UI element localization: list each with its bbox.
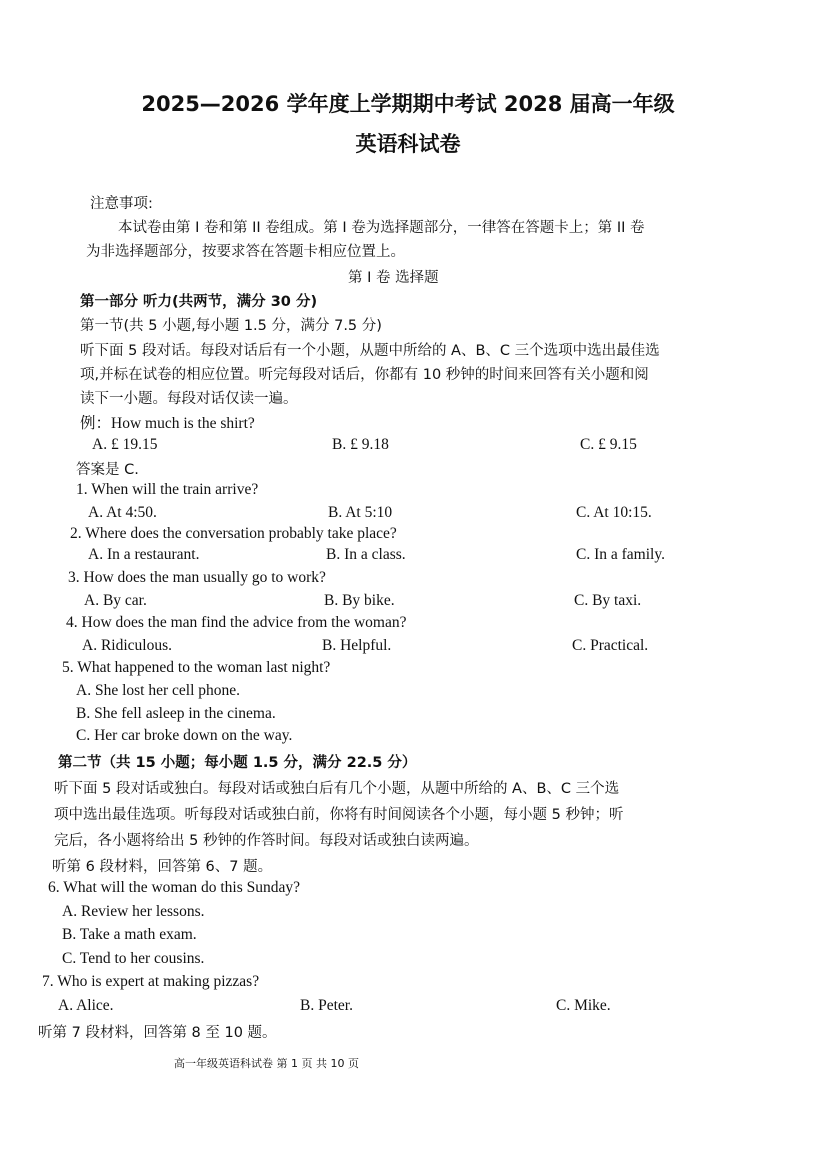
section-2-heading: 第二节（共 15 小题；每小题 1.5 分，满分 22.5 分） [58,755,417,771]
example-question: 例：How much is the shirt? [80,415,255,432]
section-2-instructions-3: 完后，各小题将给出 5 秒钟的作答时间。每段对话或独白读两遍。 [54,833,479,849]
section-2-instructions-1: 听下面 5 段对话或独白。每段对话或独白后有几个小题，从题中所给的 A、B、C 三个选 [54,781,620,797]
question-6: 6. What will the woman do this Sunday? [48,879,300,896]
question-2: 2. Where does the conversation probably take place? [70,525,397,542]
question-2-option-c: C. In a family. [576,546,665,563]
section-1-heading: 第一节(共 5 小题,每小题 1.5 分，满分 7.5 分) [80,318,382,334]
question-1-option-a: A. At 4:50. [88,504,157,521]
volume-1-heading: 第 I 卷 选择题 [348,270,439,286]
example-option-b: B. £ 9.18 [332,436,389,453]
section-1-instructions-3: 读下一小题。每段对话仅读一遍。 [80,391,298,407]
section-1-instructions-2: 项,并标在试卷的相应位置。听完每段对话后，你都有 10 秒钟的时间来回答有关小题和阅 [80,367,649,383]
material-6-label: 听第 6 段材料，回答第 6、7 题。 [52,859,273,875]
question-6-option-a: A. Review her lessons. [62,903,205,920]
question-5-option-c: C. Her car broke down on the way. [76,727,293,744]
section-1-instructions-1: 听下面 5 段对话。每段对话后有一个小题，从题中所给的 A、B、C 三个选项中选出最佳选 [80,343,660,359]
question-4-option-c: C. Practical. [572,637,649,654]
question-6-option-c: C. Tend to her cousins. [62,950,205,967]
example-option-a: A. £ 19.15 [92,436,158,453]
question-1: 1. When will the train arrive? [76,481,259,498]
question-5-option-a: A. She lost her cell phone. [76,682,241,699]
question-5-option-b: B. She fell asleep in the cinema. [76,705,276,722]
question-7-option-a: A. Alice. [58,997,114,1014]
example-answer: 答案是 C. [76,462,139,478]
material-7-label: 听第 7 段材料，回答第 8 至 10 题。 [38,1025,277,1041]
question-7-option-c: C. Mike. [556,997,611,1014]
question-3-option-c: C. By taxi. [574,592,642,609]
question-5: 5. What happened to the woman last night? [62,659,331,676]
question-2-option-a: A. In a restaurant. [88,546,200,563]
question-4-option-b: B. Helpful. [322,637,392,654]
example-option-c: C. £ 9.15 [580,436,637,453]
question-6-option-b: B. Take a math exam. [62,926,197,943]
section-2-instructions-2: 项中选出最佳选项。听每段对话或独白前，你将有时间阅读各个小题，每小题 5 秒钟；听 [54,807,624,823]
question-7-option-b: B. Peter. [300,997,353,1014]
notice-line-2: 为非选择题部分，按要求答在答题卡相应位置上。 [86,244,405,260]
page-footer: 高一年级英语科试卷 第 1 页 共 10 页 [174,1057,359,1070]
question-4-option-a: A. Ridiculous. [82,637,172,654]
question-1-option-c: C. At 10:15. [576,504,652,521]
question-1-option-b: B. At 5:10 [328,504,393,521]
question-3-option-a: A. By car. [84,592,147,609]
exam-subtitle: 英语科试卷 [355,132,461,156]
exam-title: 2025—2026 学年度上学期期中考试 2028 届高一年级 [141,92,675,116]
notice-line-1: 本试卷由第 I 卷和第 II 卷组成。第 I 卷为选择题部分，一律答在答题卡上；第 II 卷 [118,220,645,236]
part-1-heading: 第一部分 听力(共两节，满分 30 分) [80,294,318,310]
question-3: 3. How does the man usually go to work? [68,569,326,586]
notice-heading: 注意事项: [90,196,153,212]
question-7: 7. Who is expert at making pizzas? [42,973,260,990]
question-4: 4. How does the man find the advice from the woman? [66,614,407,631]
question-2-option-b: B. In a class. [326,546,406,563]
question-3-option-b: B. By bike. [324,592,395,609]
